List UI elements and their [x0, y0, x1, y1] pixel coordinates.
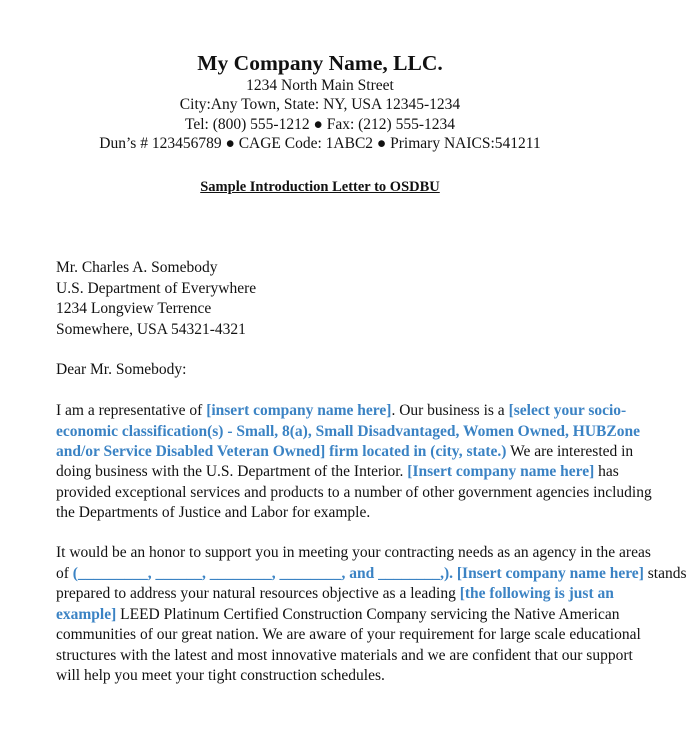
body-text: I am a representative of: [56, 402, 207, 419]
body-text: structures with the latest and most innovative materials and we are confident that our support: [56, 647, 633, 664]
paragraph-line: [56, 503, 370, 523]
body-text: the Departments of Justice and Labor for example.: [56, 504, 371, 521]
placeholder-text: [Insert company name here]: [456, 565, 644, 582]
body-text: stands: [643, 565, 686, 582]
placeholder-text: example]: [56, 606, 117, 623]
recipient-department: U.S. Department of Everywhere: [56, 280, 257, 297]
body-text: LEED Platinum Certified Construction Company servicing the Native American: [116, 606, 620, 623]
paragraph-line: [56, 584, 614, 604]
body-text: has: [594, 463, 619, 480]
body-text: It would be an honor to support you in meeting your contracting needs as an agency in the areas: [56, 544, 651, 561]
recipient-name: Mr. Charles A. Somebody: [56, 259, 218, 276]
body-text: doing business with the U.S. Department of the Interior.: [56, 463, 408, 480]
placeholder-text: [Insert company name here]: [407, 463, 595, 480]
body-text: prepared to address your natural resources objective as a leading: [56, 585, 460, 602]
body-text: provided exceptional services and products to a number of other government agencies including: [56, 484, 652, 501]
paragraph-line: [56, 401, 626, 421]
paragraph-line: [56, 543, 651, 563]
placeholder-text: [insert company name here]: [206, 402, 392, 419]
body-text: of: [56, 565, 73, 582]
company-street-address: 1234 North Main Street: [246, 77, 394, 94]
paragraph-line: [56, 605, 619, 625]
body-text: We are interested in: [506, 443, 634, 460]
paragraph-line: [56, 483, 652, 503]
paragraph-line: [56, 462, 619, 482]
paragraph-line: [56, 422, 640, 442]
body-text: will help you meet your tight construction schedules.: [56, 667, 385, 684]
placeholder-text: [the following is just an: [459, 585, 614, 602]
salutation: Dear Mr. Somebody:: [56, 361, 187, 378]
body-text: . Our business is a: [391, 402, 509, 419]
body-text: communities of our great nation. We are aware of your requirement for large scale educational: [56, 626, 641, 643]
recipient-city: Somewhere, USA 54321-4321: [56, 321, 246, 338]
company-city-state: City:Any Town, State: NY, USA 12345-1234: [179, 96, 461, 113]
paragraph-line: [56, 646, 633, 666]
company-phone-fax: Tel: (800) 555-1212 ● Fax: (212) 555-1234: [184, 116, 456, 133]
paragraph-line: [56, 564, 686, 584]
placeholder-text: firm located in (city, state.): [329, 443, 507, 460]
recipient-street: 1234 Longview Terrence: [56, 300, 212, 317]
placeholder-text: (_________, ______, ________, ________, and ________,).: [72, 565, 453, 582]
paragraph-line: [56, 442, 633, 462]
paragraph-line: [56, 666, 385, 686]
company-name: My Company Name, LLC.: [197, 51, 443, 75]
paragraph-line: [56, 625, 641, 645]
placeholder-text: [select your socio-: [508, 402, 627, 419]
placeholder-text: economic classification(s) - Small, 8(a), Small Disadvantaged, Women Owned, HUBZone: [56, 423, 640, 440]
company-codes: Dun’s # 123456789 ● CAGE Code: 1ABC2 ● Primary NAICS:541211: [99, 135, 541, 152]
letter-subject: Sample Introduction Letter to OSDBU: [200, 179, 440, 195]
placeholder-text: and/or Service Disabled Veteran Owned]: [56, 443, 326, 460]
